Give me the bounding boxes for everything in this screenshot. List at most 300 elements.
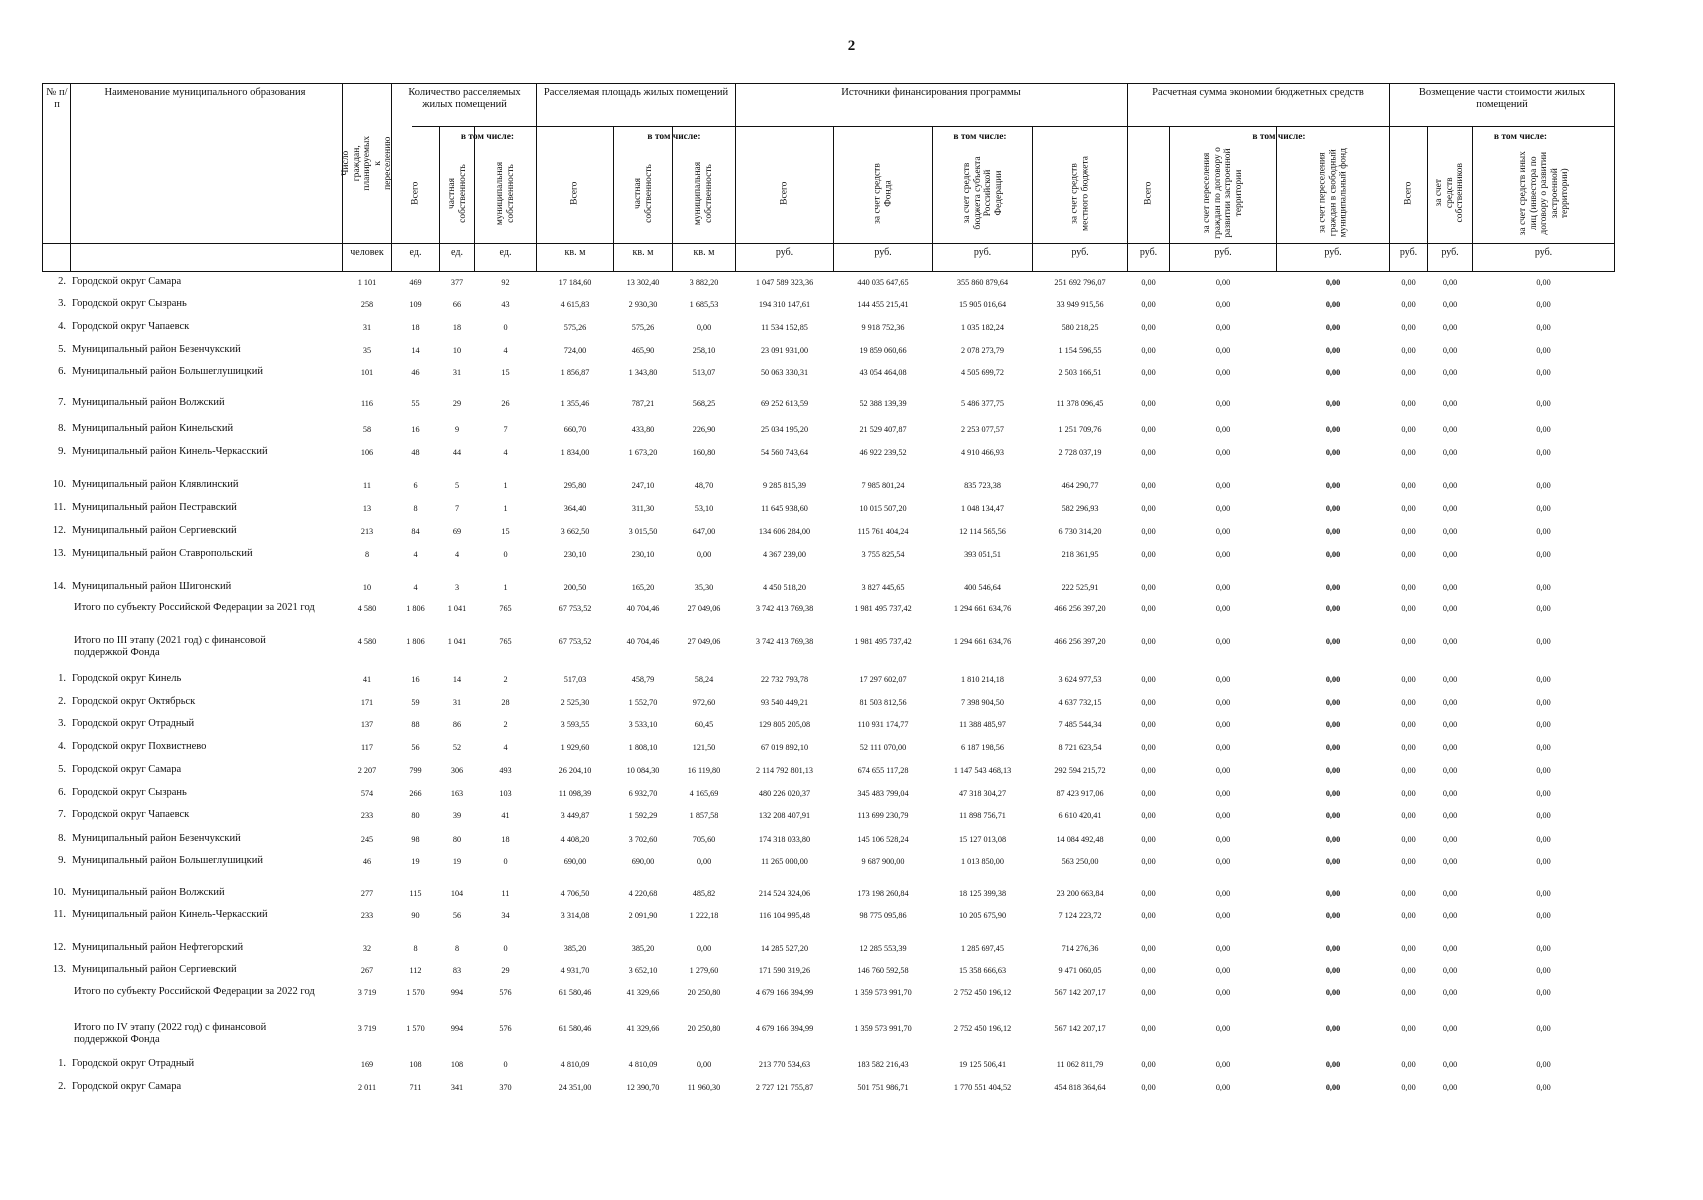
row-cell: 52 111 070,00 bbox=[859, 743, 907, 752]
row-cell: 58 bbox=[362, 425, 372, 434]
row-cell: 0,00 bbox=[1442, 583, 1458, 592]
row-cell: 3 624 977,53 bbox=[1058, 675, 1102, 684]
row-cell: 1 359 573 991,70 bbox=[854, 1024, 912, 1033]
row-cell: 16 bbox=[411, 425, 420, 434]
row-name: Муниципальный район Сергиевский bbox=[72, 964, 237, 975]
row-cell: 6 730 314,20 bbox=[1058, 527, 1102, 536]
row-cell: 11 960,30 bbox=[687, 1083, 721, 1092]
row-cell: 0,00 bbox=[1401, 811, 1416, 820]
row-cell: 1 770 551 404,52 bbox=[953, 1083, 1012, 1092]
row-cell: 0,00 bbox=[1215, 1024, 1231, 1033]
row-cell: 98 bbox=[411, 835, 420, 844]
row-cell: 0,00 bbox=[1141, 857, 1156, 866]
row-cell: 1 359 573 991,70 bbox=[854, 988, 912, 997]
row-cell: 0,00 bbox=[1442, 675, 1458, 684]
row-cell: 3 827 445,65 bbox=[861, 583, 905, 592]
row-cell: 1 685,53 bbox=[689, 300, 719, 309]
row-cell: 0,00 bbox=[696, 550, 712, 559]
row-cell: 101 bbox=[360, 368, 374, 377]
row-cell: 0,00 bbox=[1536, 811, 1551, 820]
row-cell: 2 207 bbox=[357, 766, 377, 775]
row-cell: 29 bbox=[501, 966, 510, 975]
row-cell: 46 bbox=[362, 857, 372, 866]
row-cell: 1 294 661 634,76 bbox=[953, 604, 1012, 613]
row-cell: 0,00 bbox=[1442, 527, 1458, 536]
row-cell: 0,00 bbox=[1401, 300, 1416, 309]
row-cell: 4 bbox=[413, 550, 418, 559]
row-cell: 1 552,70 bbox=[628, 698, 658, 707]
unit-16: руб. bbox=[1534, 247, 1553, 258]
row-cell: 24 351,00 bbox=[558, 1083, 592, 1092]
row-cell: 576 bbox=[499, 988, 512, 997]
row-cell: 0,00 bbox=[1442, 944, 1458, 953]
row-cell: 0,00 bbox=[1401, 278, 1416, 287]
row-cell: 0,00 bbox=[1536, 604, 1551, 613]
row-cell: 0,00 bbox=[1215, 675, 1231, 684]
row-cell: 0,00 bbox=[1325, 944, 1341, 953]
row-cell: 0 bbox=[503, 550, 508, 559]
row-cell: 11 388 485,97 bbox=[959, 720, 1006, 729]
col-comp-total: Всего bbox=[1403, 181, 1414, 205]
row-cell: 0,00 bbox=[1215, 604, 1231, 613]
row-cell: 517,03 bbox=[563, 675, 587, 684]
row-cell: 3 652,10 bbox=[628, 966, 658, 975]
row-cell: 711 bbox=[409, 1083, 422, 1092]
row-cell: 10 205 675,90 bbox=[958, 911, 1007, 920]
row-cell: 0,00 bbox=[1215, 323, 1231, 332]
row-cell: 1 570 bbox=[406, 988, 425, 997]
unit-9: руб. bbox=[973, 247, 992, 258]
row-number: 12. bbox=[52, 942, 66, 953]
row-cell: 385,20 bbox=[563, 944, 587, 953]
row-cell: 35,30 bbox=[694, 583, 714, 592]
row-cell: 23 200 663,84 bbox=[1056, 889, 1104, 898]
row-cell: 355 860 879,64 bbox=[956, 278, 1009, 287]
row-cell: 0,00 bbox=[1401, 720, 1416, 729]
col-savings-dev: за счет переселения граждан по договору о развитии застроенной территории bbox=[1202, 147, 1244, 239]
row-cell: 400 546,64 bbox=[964, 583, 1001, 592]
row-cell: 3 314,08 bbox=[560, 911, 590, 920]
row-cell: 1 bbox=[503, 583, 508, 592]
row-cell: 90 bbox=[411, 911, 420, 920]
row-cell: 121,50 bbox=[692, 743, 716, 752]
row-cell: 0,00 bbox=[1401, 583, 1416, 592]
unit-10: руб. bbox=[1071, 247, 1089, 258]
row-cell: 67 019 892,10 bbox=[760, 743, 809, 752]
unit-0: человек bbox=[350, 247, 384, 258]
row-cell: 0,00 bbox=[1536, 766, 1551, 775]
row-cell: 115 bbox=[409, 889, 422, 898]
unit-2: ед. bbox=[451, 247, 463, 258]
row-cell: 0,00 bbox=[1442, 448, 1458, 457]
row-cell: 31 bbox=[362, 323, 372, 332]
row-cell: 3 533,10 bbox=[628, 720, 658, 729]
row-cell: 9 bbox=[454, 425, 460, 434]
row-cell: 4 810,09 bbox=[560, 1060, 590, 1069]
row-cell: 200,50 bbox=[563, 583, 587, 592]
row-cell: 1 bbox=[503, 504, 508, 513]
row-cell: 19 859 060,66 bbox=[859, 346, 907, 355]
row-cell: 12 285 553,39 bbox=[859, 944, 907, 953]
row-cell: 0,00 bbox=[1215, 944, 1231, 953]
row-cell: 0,00 bbox=[1325, 604, 1341, 613]
row-cell: 393 051,51 bbox=[964, 550, 1001, 559]
row-cell: 0,00 bbox=[1401, 944, 1416, 953]
row-cell: 174 318 033,80 bbox=[758, 835, 811, 844]
row-cell: 12 114 565,56 bbox=[959, 527, 1006, 536]
row-cell: 47 318 304,27 bbox=[958, 789, 1007, 798]
row-cell: 0,00 bbox=[1536, 1024, 1551, 1033]
row-cell: 0,00 bbox=[1536, 300, 1551, 309]
row-cell: 11 062 811,79 bbox=[1056, 1060, 1104, 1069]
row-cell: 0,00 bbox=[1536, 527, 1551, 536]
row-cell: 80 bbox=[411, 811, 420, 820]
row-cell: 0,00 bbox=[1141, 300, 1156, 309]
row-cell: 576 bbox=[499, 1024, 512, 1033]
row-cell: 0,00 bbox=[1325, 278, 1341, 287]
row-cell: 2 752 450 196,12 bbox=[953, 1024, 1012, 1033]
row-cell: 2 503 166,51 bbox=[1058, 368, 1102, 377]
row-cell: 25 034 195,20 bbox=[760, 425, 809, 434]
row-name: Муниципальный район Безенчукский bbox=[72, 344, 241, 355]
row-name: Городской округ Похвистнево bbox=[72, 741, 207, 752]
row-cell: 0,00 bbox=[1401, 1024, 1416, 1033]
row-cell: 0,00 bbox=[1215, 835, 1231, 844]
row-cell: 0,00 bbox=[1141, 604, 1156, 613]
row-number: 10. bbox=[52, 479, 66, 490]
row-cell: 8 bbox=[364, 550, 370, 559]
row-cell: 458,79 bbox=[631, 675, 655, 684]
row-cell: 19 bbox=[452, 857, 462, 866]
row-cell: 0,00 bbox=[1215, 789, 1231, 798]
row-cell: 169 bbox=[360, 1060, 374, 1069]
row-number: 3. bbox=[58, 298, 66, 309]
row-number: 8. bbox=[58, 833, 66, 844]
row-cell: 0,00 bbox=[1401, 675, 1416, 684]
row-cell: 10 015 507,20 bbox=[859, 504, 907, 513]
row-name: Муниципальный район Волжский bbox=[72, 887, 225, 898]
row-cell: 218 361,95 bbox=[1061, 550, 1099, 559]
row-number: 5. bbox=[58, 344, 66, 355]
row-cell: 1 147 543 468,13 bbox=[953, 766, 1012, 775]
row-cell: 7 985 801,24 bbox=[861, 481, 905, 490]
row-cell: 493 bbox=[499, 766, 512, 775]
row-cell: 1 856,87 bbox=[560, 368, 590, 377]
sub-savings-label: в том числе: bbox=[1252, 132, 1306, 142]
row-cell: 4 bbox=[413, 583, 418, 592]
row-cell: 0,00 bbox=[1401, 504, 1416, 513]
row-cell: 0,00 bbox=[1536, 675, 1551, 684]
row-cell: 0,00 bbox=[1536, 789, 1551, 798]
row-cell: 454 818 364,64 bbox=[1054, 1083, 1106, 1092]
row-cell: 7 398 904,50 bbox=[961, 698, 1004, 707]
row-cell: 705,60 bbox=[692, 835, 716, 844]
row-cell: 0,00 bbox=[1442, 857, 1458, 866]
row-cell: 0,00 bbox=[1536, 1083, 1551, 1092]
row-cell: 11 645 938,60 bbox=[761, 504, 808, 513]
row-cell: 4 bbox=[454, 550, 460, 559]
row-cell: 0,00 bbox=[1215, 743, 1231, 752]
row-cell: 0 bbox=[503, 944, 508, 953]
row-cell: 61 580,46 bbox=[558, 988, 592, 997]
row-cell: 0,00 bbox=[1442, 1060, 1458, 1069]
row-cell: 266 bbox=[409, 789, 422, 798]
row-name: Городской округ Чапаевск bbox=[72, 321, 190, 332]
row-cell: 2 728 037,19 bbox=[1058, 448, 1102, 457]
row-cell: 295,80 bbox=[563, 481, 587, 490]
row-cell: 0,00 bbox=[1536, 550, 1551, 559]
row-cell: 765 bbox=[499, 604, 512, 613]
row-cell: 0,00 bbox=[1215, 637, 1231, 646]
row-name: Городской округ Отрадный bbox=[72, 1058, 195, 1069]
row-cell: 485,82 bbox=[692, 889, 716, 898]
row-cell: 0,00 bbox=[1141, 1083, 1156, 1092]
row-cell: 9 285 815,39 bbox=[763, 481, 806, 490]
row-cell: 69 252 613,59 bbox=[760, 399, 809, 408]
row-number: 11. bbox=[53, 909, 66, 920]
row-cell: 1 570 bbox=[406, 1024, 425, 1033]
row-cell: 137 bbox=[360, 720, 374, 729]
row-cell: 33 949 915,56 bbox=[1056, 300, 1104, 309]
row-cell: 18 bbox=[452, 323, 462, 332]
row-cell: 4 bbox=[503, 743, 508, 752]
row-cell: 0,00 bbox=[1141, 1060, 1156, 1069]
row-cell: 92 bbox=[501, 278, 510, 287]
row-cell: 6 bbox=[413, 481, 418, 490]
row-cell: 501 751 986,71 bbox=[857, 1083, 909, 1092]
row-cell: 0,00 bbox=[1442, 811, 1458, 820]
row-cell: 9 687 900,00 bbox=[861, 857, 905, 866]
row-cell: 28 bbox=[501, 698, 510, 707]
row-cell: 0,00 bbox=[1141, 988, 1156, 997]
row-cell: 0,00 bbox=[1215, 766, 1231, 775]
row-cell: 103 bbox=[499, 789, 512, 798]
row-cell: 15 bbox=[501, 527, 510, 536]
row-cell: 0 bbox=[503, 857, 508, 866]
row-cell: 1 673,20 bbox=[628, 448, 658, 457]
row-cell: 29 bbox=[452, 399, 462, 408]
row-number: 7. bbox=[58, 397, 66, 408]
row-cell: 0,00 bbox=[1442, 698, 1458, 707]
unit-15: руб. bbox=[1441, 247, 1459, 258]
row-cell: 258 bbox=[360, 300, 374, 309]
row-cell: 1 154 596,55 bbox=[1058, 346, 1102, 355]
row-cell: 56 bbox=[411, 743, 420, 752]
row-cell: 3 882,20 bbox=[689, 278, 719, 287]
row-cell: 0,00 bbox=[1325, 766, 1341, 775]
row-number: 2. bbox=[58, 696, 66, 707]
row-cell: 117 bbox=[361, 743, 373, 752]
row-cell: 41 bbox=[501, 811, 510, 820]
row-cell: 0,00 bbox=[1325, 300, 1341, 309]
row-cell: 0,00 bbox=[1141, 550, 1156, 559]
row-cell: 0,00 bbox=[1442, 300, 1458, 309]
row-cell: 4 931,70 bbox=[560, 966, 590, 975]
row-cell: 19 bbox=[411, 857, 420, 866]
unit-13: руб. bbox=[1324, 247, 1342, 258]
row-cell: 0,00 bbox=[1536, 323, 1551, 332]
col-finance-region: за счет средств бюджета субъекта Российской Федерации bbox=[961, 156, 1003, 230]
row-cell: 32 bbox=[362, 944, 372, 953]
row-cell: 13 302,40 bbox=[626, 278, 660, 287]
row-cell: 0 bbox=[503, 323, 508, 332]
row-cell: 15 127 013,08 bbox=[958, 835, 1007, 844]
row-number: 2. bbox=[58, 1081, 66, 1092]
row-cell: 11 265 000,00 bbox=[761, 857, 808, 866]
row-cell: 4 706,50 bbox=[560, 889, 590, 898]
row-cell: 53,10 bbox=[694, 504, 714, 513]
row-cell: 0,00 bbox=[1141, 811, 1156, 820]
row-cell: 1 810 214,18 bbox=[961, 675, 1004, 684]
row-cell: 81 503 812,56 bbox=[859, 698, 907, 707]
row-cell: 0,00 bbox=[1215, 550, 1231, 559]
col-savings-total: Всего bbox=[1143, 181, 1154, 205]
row-cell: 98 775 095,86 bbox=[859, 911, 907, 920]
row-cell: 7 bbox=[454, 504, 460, 513]
group-savings-header: Расчетная сумма экономии бюджетных средств bbox=[1152, 87, 1364, 98]
row-number: 1. bbox=[58, 1058, 66, 1069]
row-cell: 0,00 bbox=[1141, 637, 1156, 646]
row-cell: 4 bbox=[503, 448, 508, 457]
row-cell: 0,00 bbox=[1536, 1060, 1551, 1069]
row-cell: 110 931 174,77 bbox=[857, 720, 909, 729]
row-name: Городской округ Отрадный bbox=[72, 718, 195, 729]
row-cell: 0,00 bbox=[1215, 988, 1231, 997]
row-cell: 0,00 bbox=[1215, 368, 1231, 377]
row-cell: 0,00 bbox=[1325, 857, 1341, 866]
row-cell: 41 329,66 bbox=[626, 1024, 660, 1033]
row-cell: 466 256 397,20 bbox=[1054, 604, 1106, 613]
row-cell: 0,00 bbox=[1215, 720, 1231, 729]
row-cell: 0,00 bbox=[1442, 835, 1458, 844]
row-cell: 690,00 bbox=[563, 857, 587, 866]
row-cell: 0,00 bbox=[1442, 1083, 1458, 1092]
row-name: Муниципальный район Безенчукский bbox=[72, 833, 241, 844]
col-finance-fund: за счет средств Фонда bbox=[872, 162, 893, 224]
row-cell: 1 981 495 737,42 bbox=[854, 637, 912, 646]
row-cell: 247,10 bbox=[631, 481, 655, 490]
row-cell: 0,00 bbox=[1442, 720, 1458, 729]
row-cell: 0,00 bbox=[1141, 966, 1156, 975]
row-cell: 112 bbox=[409, 966, 422, 975]
row-cell: 311,30 bbox=[631, 504, 655, 513]
row-cell: 582 296,93 bbox=[1061, 504, 1099, 513]
row-cell: 11 534 152,85 bbox=[761, 323, 808, 332]
row-name: Муниципальный район Большеглушицкий bbox=[72, 366, 263, 377]
row-cell: 69 bbox=[452, 527, 462, 536]
row-cell: 0,00 bbox=[1325, 399, 1341, 408]
row-number: 11. bbox=[53, 502, 66, 513]
row-cell: 27 049,06 bbox=[687, 604, 721, 613]
row-cell: 258,10 bbox=[692, 346, 716, 355]
row-number: 6. bbox=[58, 366, 66, 377]
row-cell: 0,00 bbox=[1401, 988, 1416, 997]
row-cell: 0,00 bbox=[1141, 504, 1156, 513]
row-cell: 799 bbox=[409, 766, 422, 775]
row-cell: 0,00 bbox=[1141, 835, 1156, 844]
row-number: 13. bbox=[52, 964, 66, 975]
row-number: 1. bbox=[58, 673, 66, 684]
row-cell: 1 294 661 634,76 bbox=[953, 637, 1012, 646]
row-cell: 0,00 bbox=[1325, 675, 1341, 684]
row-number: 9. bbox=[58, 855, 66, 866]
row-cell: 0,00 bbox=[1325, 1083, 1341, 1092]
unit-11: руб. bbox=[1139, 247, 1158, 258]
row-name: Муниципальный район Кинель-Черкасский bbox=[72, 446, 268, 457]
row-cell: 568,25 bbox=[692, 399, 716, 408]
row-cell: 2 114 792 801,13 bbox=[755, 766, 813, 775]
row-name: Муниципальный район Кинель-Черкасский bbox=[72, 909, 268, 920]
row-cell: 1 343,80 bbox=[628, 368, 658, 377]
row-number: 9. bbox=[58, 446, 66, 457]
row-cell: 341 bbox=[450, 1083, 464, 1092]
col-no-header: № п/п bbox=[46, 87, 68, 110]
row-cell: 230,10 bbox=[631, 550, 655, 559]
row-cell: 1 929,60 bbox=[560, 743, 590, 752]
row-cell: 0,00 bbox=[1325, 911, 1341, 920]
unit-4: кв. м bbox=[564, 247, 586, 258]
row-cell: 765 bbox=[499, 637, 512, 646]
row-cell: 0,00 bbox=[1401, 550, 1416, 559]
row-cell: 724,00 bbox=[563, 346, 587, 355]
row-name: Городской округ Октябрьск bbox=[72, 696, 196, 707]
row-cell: 8 721 623,54 bbox=[1058, 743, 1102, 752]
row-cell: 11 098,39 bbox=[558, 789, 592, 798]
row-cell: 4 165,69 bbox=[689, 789, 719, 798]
row-cell: 27 049,06 bbox=[687, 637, 721, 646]
row-cell: 0,00 bbox=[1401, 637, 1416, 646]
row-cell: 1 806 bbox=[406, 604, 425, 613]
row-cell: 0,00 bbox=[1442, 911, 1458, 920]
row-cell: 106 bbox=[360, 448, 374, 457]
row-number: 4. bbox=[58, 741, 66, 752]
row-cell: 6 932,70 bbox=[628, 789, 658, 798]
row-cell: 0,00 bbox=[1536, 944, 1551, 953]
row-cell: 0,00 bbox=[1215, 527, 1231, 536]
row-cell: 714 276,36 bbox=[1061, 944, 1099, 953]
row-cell: 0,00 bbox=[1141, 323, 1156, 332]
row-cell: 3 015,50 bbox=[628, 527, 658, 536]
row-cell: 23 091 931,00 bbox=[760, 346, 809, 355]
row-cell: 0,00 bbox=[1401, 368, 1416, 377]
row-cell: 0,00 bbox=[1141, 481, 1156, 490]
row-name: Городской округ Сызрань bbox=[72, 298, 187, 309]
row-cell: 674 655 117,28 bbox=[857, 766, 909, 775]
row-cell: 660,70 bbox=[563, 425, 587, 434]
row-cell: 994 bbox=[450, 1024, 464, 1033]
row-cell: 0,00 bbox=[1215, 1083, 1231, 1092]
row-cell: 15 358 666,63 bbox=[958, 966, 1007, 975]
row-cell: 0,00 bbox=[1536, 720, 1551, 729]
row-cell: 0,00 bbox=[1141, 944, 1156, 953]
row-cell: 1 592,29 bbox=[628, 811, 658, 820]
row-cell: 3 662,50 bbox=[560, 527, 590, 536]
row-cell: 245 bbox=[360, 835, 374, 844]
row-cell: 0,00 bbox=[1141, 368, 1156, 377]
row-name: Муниципальный район Ставропольский bbox=[72, 548, 253, 559]
row-cell: 0,00 bbox=[1442, 637, 1458, 646]
row-cell: 20 250,80 bbox=[687, 988, 721, 997]
row-cell: 67 753,52 bbox=[558, 637, 592, 646]
row-cell: 4 910 466,93 bbox=[961, 448, 1004, 457]
row-cell: 8 bbox=[413, 504, 418, 513]
row-cell: 0,00 bbox=[1442, 278, 1458, 287]
row-cell: 4 220,68 bbox=[628, 889, 658, 898]
row-cell: 20 250,80 bbox=[687, 1024, 721, 1033]
row-cell: 251 692 796,07 bbox=[1054, 278, 1106, 287]
row-cell: 11 378 096,45 bbox=[1056, 399, 1104, 408]
row-cell: 165,20 bbox=[631, 583, 655, 592]
